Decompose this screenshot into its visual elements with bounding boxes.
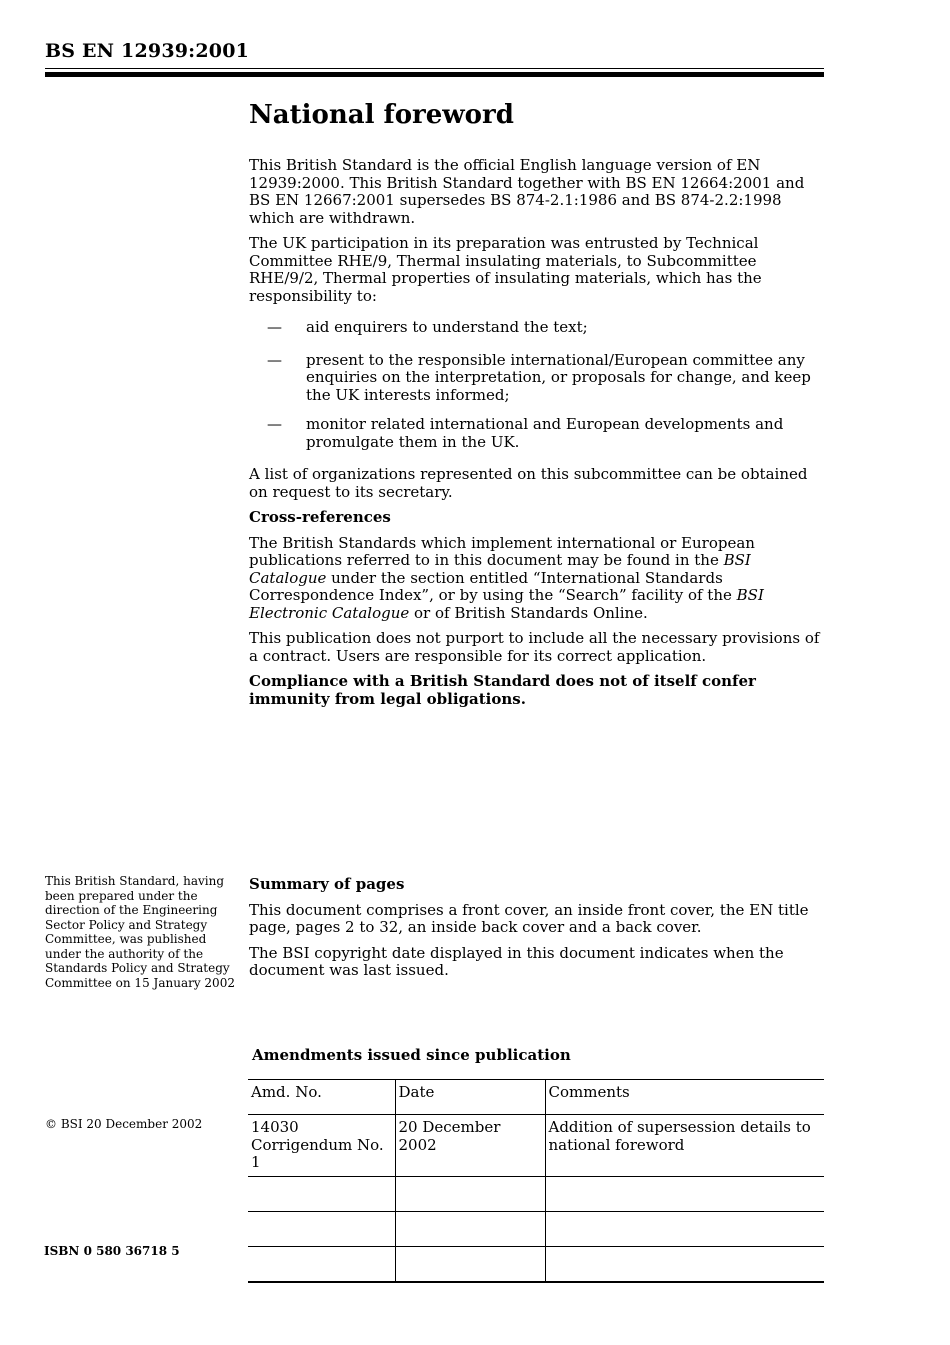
table-row	[248, 1246, 824, 1282]
empty-cell	[248, 1211, 395, 1246]
responsibility-text: present to the responsible international/European committee any enquiries on the interpretation, or proposals for change, and keep the UK interests informed;	[306, 350, 811, 404]
column-header-amd-no: Amd. No.	[248, 1080, 395, 1115]
cross-references-text-part: or of British Standards Online.	[409, 603, 648, 622]
foreword-body	[249, 157, 825, 716]
foreword-paragraph-3: A list of organizations represented on this subcommittee can be obtained on request to its secretary.	[249, 465, 808, 501]
responsibility-item	[249, 352, 825, 405]
amd-corrigendum: Corrigendum No. 1	[251, 1135, 384, 1171]
header-rule-thick	[45, 72, 824, 77]
summary-heading: Summary of pages	[249, 875, 405, 893]
column-header-date: Date	[395, 1080, 545, 1115]
cross-references-heading: Cross-references	[249, 508, 391, 526]
responsibility-text: aid enquirers to understand the text;	[306, 318, 588, 336]
cross-references-text-part: under the section entitled “International Standards Correspondence Index”, or by using the “Search” facility of the	[249, 568, 737, 604]
comments-cell: Addition of supersession details to national foreword	[545, 1115, 824, 1177]
bsi-catalogue-title: BSI Catalogue	[249, 551, 751, 587]
table-row	[248, 1115, 824, 1177]
empty-cell	[395, 1211, 545, 1246]
amd-number: 14030	[251, 1118, 299, 1136]
date-cell: 20 December 2002	[395, 1115, 545, 1177]
table-header-row	[248, 1080, 824, 1115]
table-row	[248, 1176, 824, 1211]
amendments-title: Amendments issued since publication	[252, 1046, 571, 1064]
empty-cell	[248, 1246, 395, 1282]
publication-note: This British Standard, having been prepared under the direction of the Engineering Sector Policy and Strategy Committee, was published under the authority of the Standards Policy and Strategy Committee on 15 January 2002	[45, 874, 235, 990]
header-rule-thin	[45, 68, 824, 69]
page-title: National foreword	[249, 100, 514, 130]
empty-cell	[248, 1176, 395, 1211]
cross-references-text	[249, 535, 825, 623]
bullet-dash: —	[267, 318, 282, 336]
document-id: BS EN 12939:2001	[45, 40, 250, 62]
summary-paragraph-2: The BSI copyright date displayed in this document indicates when the document was last issued.	[249, 943, 784, 979]
table-row	[248, 1211, 824, 1246]
isbn: ISBN 0 580 36718 5	[44, 1244, 180, 1258]
foreword-paragraph-1: This British Standard is the official English language version of EN 12939:2000. This British Standard together with BS EN 12664:2001 and BS EN 12667:2001 supersedes BS 874-2.1:1986 and BS 874-2.2:1998 which are withdrawn.	[249, 156, 805, 227]
summary-of-pages	[249, 876, 825, 988]
responsibility-item	[249, 319, 825, 337]
amendments-table	[248, 1079, 824, 1283]
empty-cell	[545, 1211, 824, 1246]
copyright-notice: © BSI 20 December 2002	[45, 1117, 203, 1131]
cross-references-text-part: The British Standards which implement international or European publications referred to in this document may be found in the	[249, 533, 755, 569]
column-header-comments: Comments	[545, 1080, 824, 1115]
responsibility-text: monitor related international and European developments and promulgate them in the UK.	[306, 415, 784, 451]
foreword-paragraph-4: This publication does not purport to include all the necessary provisions of a contract. Users are responsible for its correct application.	[249, 629, 820, 665]
summary-paragraph-1: This document comprises a front cover, an inside front cover, the EN title page, pages 2 to 32, an inside back cover and a back cover.	[249, 900, 809, 936]
empty-cell	[395, 1246, 545, 1282]
bsi-electronic-catalogue-title: BSI Electronic Catalogue	[249, 586, 764, 622]
foreword-paragraph-2: The UK participation in its preparation was entrusted by Technical Committee RHE/9, Thermal insulating materials, to Subcommittee RHE/9/2, Thermal properties of insulating materials, which has the responsibility to:	[249, 234, 762, 305]
bullet-dash: —	[267, 350, 282, 369]
empty-cell	[545, 1176, 824, 1211]
compliance-statement: Compliance with a British Standard does not of itself confer immunity from legal obligations.	[249, 672, 756, 708]
bullet-dash: —	[267, 415, 282, 433]
empty-cell	[545, 1246, 824, 1282]
amd-no-cell	[248, 1115, 395, 1177]
responsibility-item	[249, 416, 825, 451]
empty-cell	[395, 1176, 545, 1211]
